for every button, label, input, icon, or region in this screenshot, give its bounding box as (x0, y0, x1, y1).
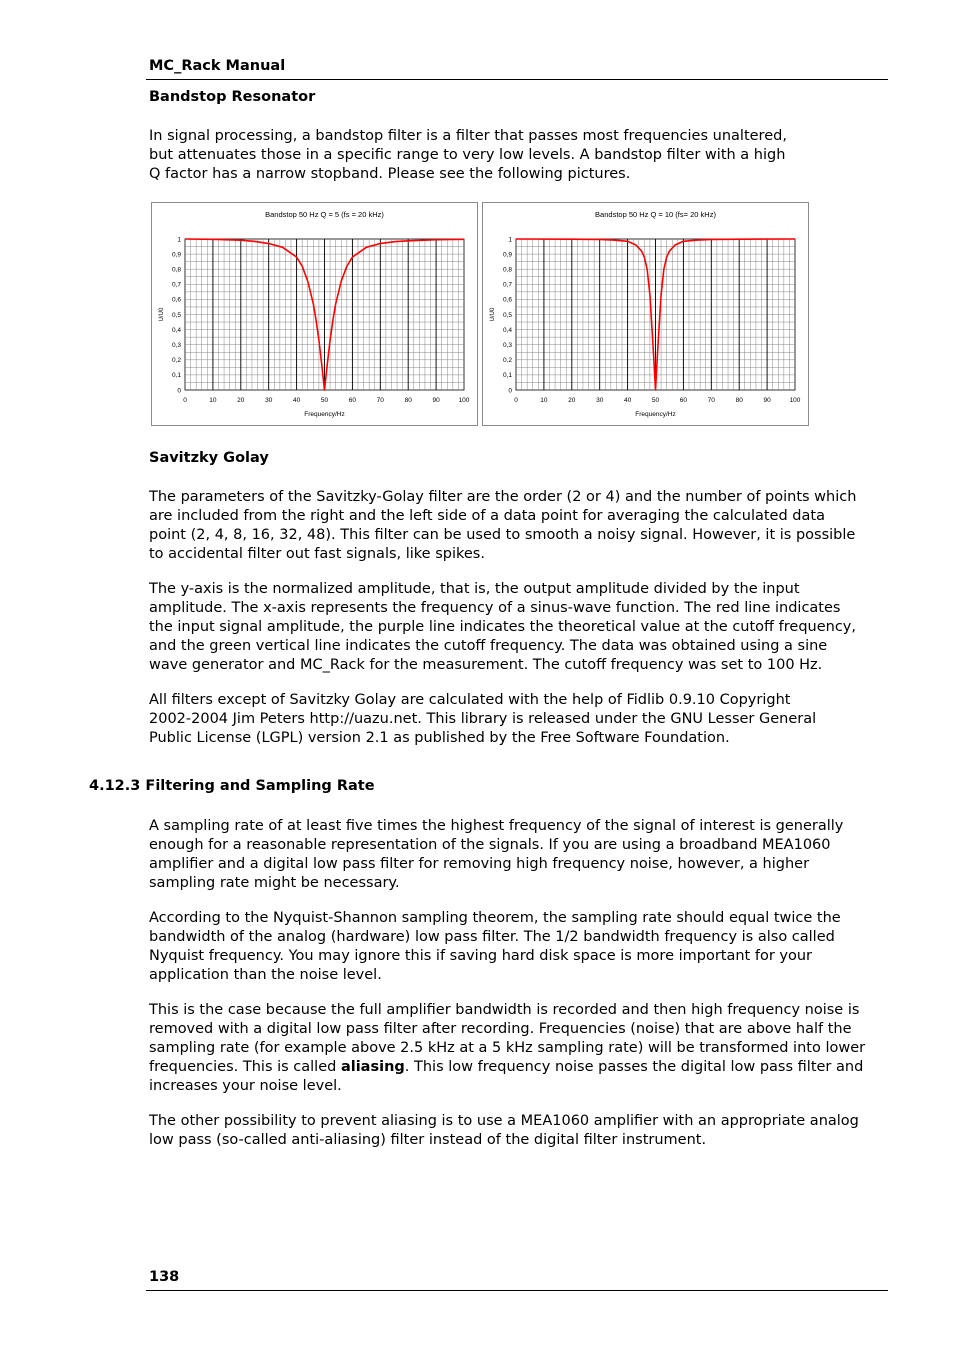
text-line: sampling rate might be necessary. (149, 875, 400, 891)
x-tick-label: 30 (596, 397, 604, 404)
savitzky-paragraph-3 (149, 691, 816, 748)
text-line: The parameters of the Savitzky-Golay filter are the order (2 or 4) and the number of points which (149, 489, 857, 505)
text-line: but attenuates those in a specific range to very low levels. A bandstop filter with a high (149, 147, 786, 163)
y-tick-label: 0,6 (171, 296, 181, 304)
savitzky-paragraph-2 (149, 580, 856, 675)
savitzky-paragraph-1 (149, 488, 856, 564)
text-line: Q factor has a narrow stopband. Please see the following pictures. (149, 166, 631, 182)
text-line: The y-axis is the normalized amplitude, that is, the output amplitude divided by the input (149, 581, 800, 597)
x-tick-label: 70 (376, 397, 384, 404)
chart-title: Bandstop 50 Hz Q = 10 (fs= 20 kHz) (595, 210, 716, 219)
bandstop-paragraph (149, 127, 787, 184)
text-line: amplifier and a digital low pass filter for removing high frequency noise, however, a higher (149, 856, 810, 872)
y-tick-label: 0,7 (171, 281, 181, 289)
y-tick-label: 1 (177, 236, 181, 244)
x-tick-label: 20 (568, 397, 576, 404)
x-tick-label: 10 (209, 397, 217, 404)
y-tick-label: 0,8 (502, 266, 512, 274)
y-tick-label: 0,1 (502, 372, 512, 380)
y-tick-label: 0,9 (171, 251, 181, 259)
x-axis-label: Frequency/Hz (304, 411, 345, 418)
text-line: This is the case because the full amplifier bandwidth is recorded and then high frequency noise is (149, 1002, 860, 1018)
text-line: application than the noise level. (149, 967, 382, 983)
text-line: The other possibility to prevent aliasing is to use a MEA1060 amplifier with an appropriate analog (149, 1113, 859, 1129)
y-tick-label: 0,5 (171, 311, 181, 319)
text-run: . This low frequency noise passes the digital low pass filter and (404, 1059, 864, 1075)
page-number: 138 (149, 1269, 180, 1285)
x-tick-label: 80 (735, 397, 743, 404)
x-tick-label: 0 (514, 397, 518, 404)
text-line: and the green vertical line indicates the cutoff frequency. The data was obtained using a sine (149, 638, 828, 654)
x-tick-label: 30 (265, 397, 273, 404)
y-tick-label: 0,2 (502, 357, 512, 365)
text-run: frequencies. This is called (149, 1059, 341, 1075)
x-tick-label: 60 (679, 397, 688, 404)
x-tick-label: 60 (348, 397, 357, 404)
text-line: enough for a reasonable representation of the signals. If you are using a broadband MEA1060 (149, 837, 831, 853)
text-line: In signal processing, a bandstop filter is a filter that passes most frequencies unaltered, (149, 128, 787, 144)
x-tick-label: 80 (404, 397, 412, 404)
text-line: wave generator and MC_Rack for the measurement. The cutoff frequency was set to 100 Hz. (149, 657, 823, 673)
y-tick-label: 0,9 (502, 251, 512, 259)
bandstop-chart-q5 (151, 202, 478, 426)
x-tick-label: 90 (432, 397, 440, 404)
chart-title: Bandstop 50 Hz Q = 5 (fs = 20 kHz) (265, 210, 384, 219)
text-line: Nyquist frequency. You may ignore this if saving hard disk space is more important for your (149, 948, 812, 964)
y-tick-label: 0,7 (502, 281, 512, 289)
y-tick-label: 0,4 (171, 326, 181, 334)
text-line: A sampling rate of at least five times the highest frequency of the signal of interest is generally (149, 818, 844, 834)
text-line: increases your noise level. (149, 1078, 342, 1094)
x-tick-label: 40 (623, 397, 632, 404)
sampling-paragraph-3 (149, 1001, 865, 1096)
y-tick-label: 0 (177, 387, 181, 395)
y-tick-label: 0,5 (502, 311, 512, 319)
y-tick-label: 0,3 (171, 342, 181, 349)
text-line: low pass (so-called anti-aliasing) filter instead of the digital filter instrument. (149, 1132, 707, 1148)
text-line: the input signal amplitude, the purple line indicates the theoretical value at the cutoff frequency, (149, 619, 856, 635)
sampling-paragraph-4 (149, 1112, 859, 1150)
y-axis-label: U/U0 (159, 307, 165, 322)
sampling-paragraph-1 (149, 817, 843, 893)
manual-title: MC_Rack Manual (149, 58, 286, 74)
section-heading: 4.12.3 Filtering and Sampling Rate (89, 778, 375, 794)
text-line: 2002-2004 Jim Peters http://uazu.net. This library is released under the GNU Lesser General (149, 711, 817, 727)
x-tick-label: 90 (763, 397, 771, 404)
x-tick-label: 70 (707, 397, 715, 404)
bandstop-chart-q10 (482, 202, 809, 426)
y-tick-label: 0,1 (171, 372, 181, 380)
y-tick-label: 0 (508, 387, 512, 395)
y-tick-label: 0,2 (171, 357, 181, 365)
text-line: bandwidth of the analog (hardware) low pass filter. The 1/2 bandwidth frequency is also called (149, 929, 835, 945)
text-line: removed with a digital low pass filter after recording. Frequencies (noise) that are above half the (149, 1021, 852, 1037)
chart-svg (483, 203, 808, 425)
x-tick-label: 50 (320, 397, 329, 404)
x-tick-label: 40 (292, 397, 301, 404)
y-tick-label: 0,4 (502, 326, 512, 334)
text-line: sampling rate (for example above 2.5 kHz at a 5 kHz sampling rate) will be transformed into lower (149, 1040, 866, 1056)
text-line: According to the Nyquist-Shannon sampling theorem, the sampling rate should equal twice the (149, 910, 841, 926)
aliasing-term: aliasing (340, 1059, 405, 1075)
header-rule (146, 79, 888, 80)
savitzky-heading: Savitzky Golay (149, 450, 269, 466)
x-tick-label: 50 (651, 397, 660, 404)
x-tick-label: 20 (237, 397, 245, 404)
y-tick-label: 0,8 (171, 266, 181, 274)
y-tick-label: 1 (508, 236, 512, 244)
y-tick-label: 0,3 (502, 342, 512, 349)
text-line: All filters except of Savitzky Golay are calculated with the help of Fidlib 0.9.10 Copyright (149, 692, 791, 708)
text-line: point (2, 4, 8, 16, 32, 48). This filter can be used to smooth a noisy signal. However, it is possible (149, 527, 856, 543)
x-tick-label: 100 (458, 397, 470, 404)
y-tick-label: 0,6 (502, 296, 512, 304)
sampling-paragraph-2 (149, 909, 841, 985)
x-tick-label: 100 (789, 397, 801, 404)
y-axis-label: U/U0 (490, 307, 496, 322)
text-line (149, 1058, 865, 1077)
text-line: Public License (LGPL) version 2.1 as published by the Free Software Foundation. (149, 730, 730, 746)
chart-svg (152, 203, 477, 425)
x-axis-label: Frequency/Hz (635, 411, 676, 418)
bandstop-heading: Bandstop Resonator (149, 89, 316, 105)
text-line: are included from the right and the left side of a data point for averaging the calculated data (149, 508, 825, 524)
text-line: to accidental filter out fast signals, like spikes. (149, 546, 485, 562)
x-tick-label: 0 (183, 397, 187, 404)
x-tick-label: 10 (540, 397, 548, 404)
footer-rule (146, 1290, 888, 1291)
text-line: amplitude. The x-axis represents the frequency of a sinus-wave function. The red line indicates (149, 600, 841, 616)
